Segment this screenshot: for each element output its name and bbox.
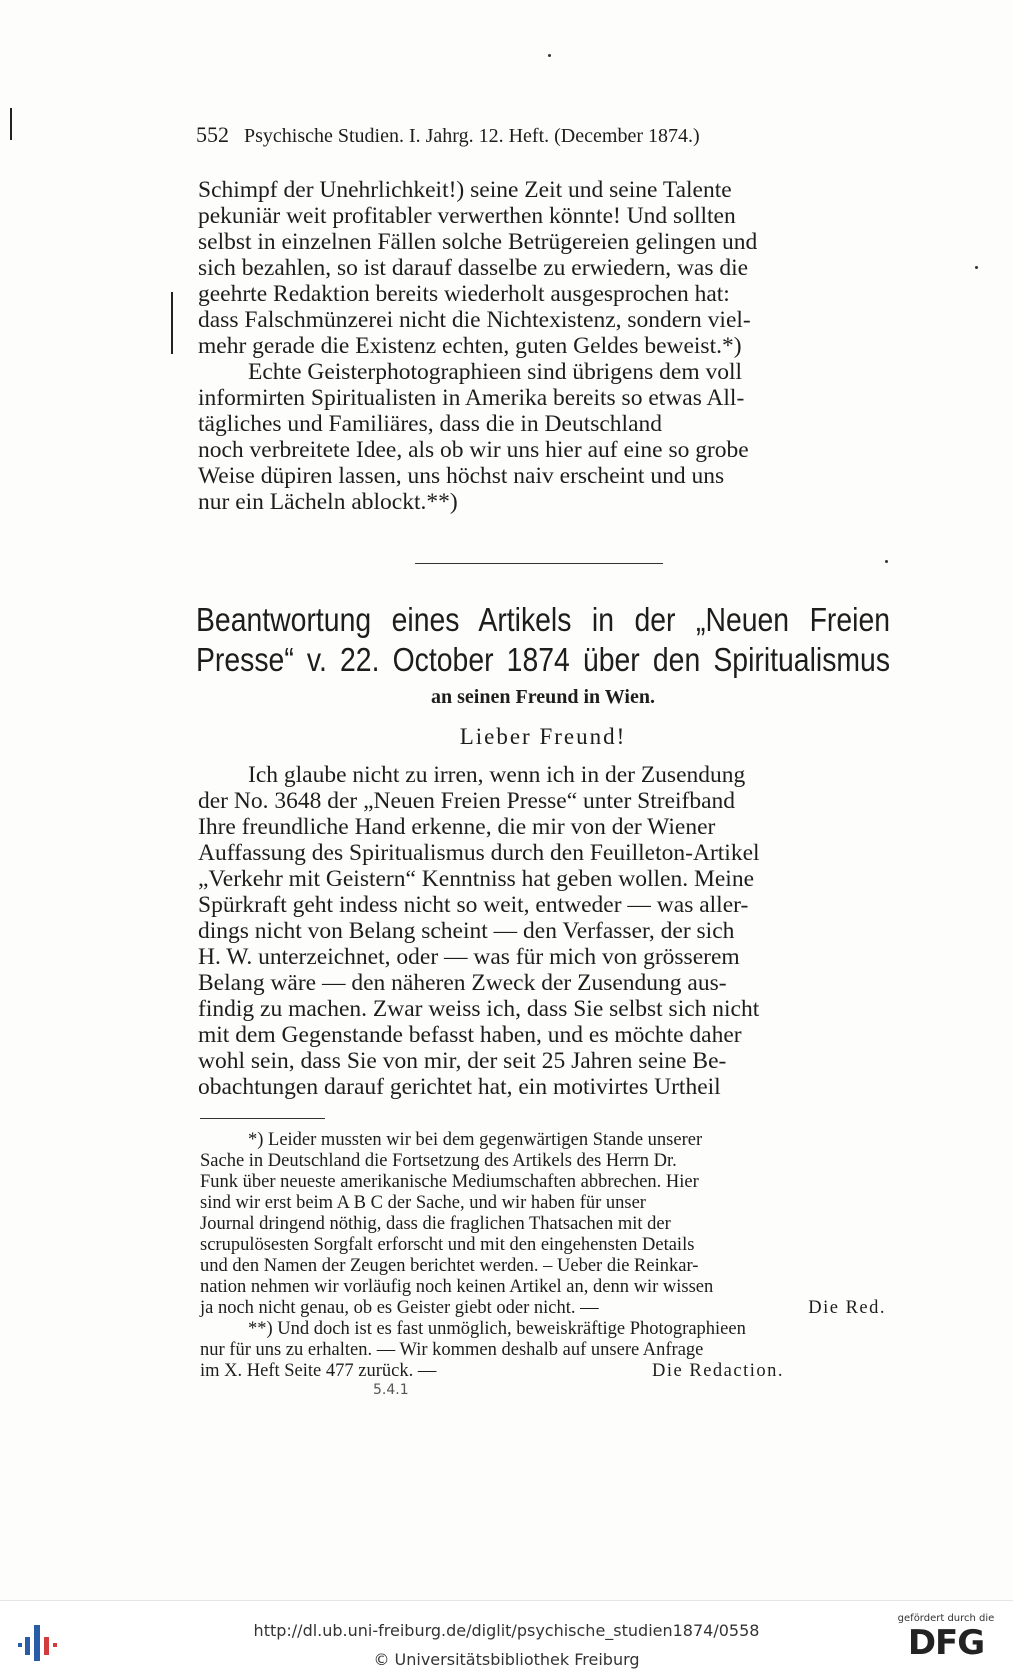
footnote-divider: [200, 1118, 325, 1119]
text-line: noch verbreitete Idee, als ob wir uns hier auf eine so grobe: [198, 437, 749, 463]
margin-mark-left: [10, 108, 12, 140]
sponsor-caption: gefördert durch die: [897, 1613, 995, 1624]
footnote-line: scrupulösesten Sorgfalt erforscht und mit den eingehensten Details: [200, 1235, 695, 1255]
footnote-line: und den Namen der Zeugen berichtet werden. – Ueber die Reinkar-: [200, 1256, 699, 1276]
article-title-line: Presse“ v. 22. October 1874 über den Spiritualismus: [196, 641, 891, 678]
text-line: dass Falschmünzerei nicht die Nichtexistenz, sondern viel-: [198, 307, 751, 333]
page-number: 552: [196, 122, 229, 147]
running-title: Psychische Studien. I. Jahrg. 12. Heft. (December 1874.): [244, 125, 700, 147]
text-line: informirten Spiritualisten in Amerika bereits so etwas All-: [198, 385, 745, 411]
footnote-line: sind wir erst beim A B C der Sache, und wir haben für unser: [200, 1193, 646, 1213]
text-line: Ihre freundliche Hand erkenne, die mir von der Wiener: [198, 814, 716, 840]
dfg-logo: [891, 1613, 1001, 1669]
text-line: Weise düpiren lassen, uns höchst naiv erscheint und uns: [198, 463, 725, 489]
text-line: Ich glaube nicht zu irren, wenn ich in der Zusendung: [248, 762, 746, 788]
text-line: Echte Geisterphotographieen sind übrigens dem voll: [248, 359, 743, 385]
text-line: obachtungen darauf gerichtet hat, ein motivirtes Urtheil: [198, 1074, 721, 1100]
footnote-line: Sache in Deutschland die Fortsetzung des Artikels des Herrn Dr.: [200, 1151, 677, 1171]
dfg-wordmark: DFG: [907, 1623, 985, 1663]
text-line: findig zu machen. Zwar weiss ich, dass Sie selbst sich nicht: [198, 996, 760, 1022]
text-line: Spürkraft geht indess nicht so weit, entweder — was aller-: [198, 892, 749, 918]
footnote-line: [200, 1298, 886, 1319]
footnote-line: nur für uns zu erhalten. — Wir kommen deshalb auf unsere Anfrage: [200, 1340, 704, 1360]
footnote-text: ja noch nicht genau, ob es Geister giebt oder nicht. —: [200, 1298, 599, 1318]
text-line: tägliches und Familiäres, dass die in Deutschland: [198, 411, 663, 437]
footnote-line: Journal dringend nöthig, dass die fraglichen Thatsachen mit der: [200, 1214, 671, 1234]
text-line: mehr gerade die Existenz echten, guten Geldes beweist.*): [198, 333, 742, 359]
scan-dot: [548, 54, 551, 57]
footnote-signature: Die Redaction.: [652, 1361, 784, 1381]
article-title-line: Beantwortung eines Artikels in der „Neuen Freien: [196, 601, 891, 638]
footnotes: [200, 1130, 886, 1382]
text-line: nur ein Lächeln ablockt.**): [198, 489, 458, 515]
salutation: Lieber Freund!: [459, 724, 627, 749]
article-subtitle: an seinen Freund in Wien.: [431, 686, 655, 708]
footnote-line: [200, 1361, 886, 1382]
footnote-signature: Die Red.: [808, 1298, 886, 1318]
text-line: Belang wäre — den näheren Zweck der Zusendung aus-: [198, 970, 727, 996]
text-line: selbst in einzelnen Fällen solche Betrügereien gelingen und: [198, 229, 758, 255]
handwritten-note: 5.4.1: [373, 1382, 409, 1398]
page-url[interactable]: http://dl.ub.uni-freiburg.de/diglit/psychische_studien1874/0558: [253, 1621, 760, 1640]
copyright-notice: © Universitätsbibliothek Freiburg: [373, 1650, 640, 1669]
running-header: [196, 122, 816, 148]
text-line: mit dem Gegenstande befasst haben, und es möchte daher: [198, 1022, 742, 1048]
article-title: [196, 600, 890, 680]
text-line: der No. 3648 der „Neuen Freien Presse“ unter Streifband: [198, 788, 736, 814]
text-line: „Verkehr mit Geistern“ Kenntniss hat geben wollen. Meine: [198, 866, 755, 892]
footnote-line: Funk über neueste amerikanische Mediumschaften abbrechen. Hier: [200, 1172, 699, 1192]
section-divider: [415, 563, 663, 564]
text-line: Auffassung des Spiritualismus durch den Feuilleton-Artikel: [198, 840, 760, 866]
viewer-footer: [0, 1600, 1013, 1678]
text-line: H. W. unterzeichnet, oder — was für mich von grösserem: [198, 944, 740, 970]
text-line: pekuniär weit profitabler verwerthen könnte! Und sollten: [198, 203, 736, 229]
continuation-paragraph: [198, 177, 886, 515]
margin-mark-bracket: [171, 292, 173, 354]
footnote-text: im X. Heft Seite 477 zurück. —: [200, 1361, 437, 1381]
text-line: Schimpf der Unehrlichkeit!) seine Zeit und seine Talente: [198, 177, 732, 203]
article-body: [198, 762, 886, 1100]
text-line: geehrte Redaktion bereits wiederholt ausgesprochen hat:: [198, 281, 730, 307]
footnote-line: *) Leider mussten wir bei dem gegenwärtigen Stande unserer: [248, 1130, 703, 1150]
scan-dot: [885, 560, 888, 563]
text-line: wohl sein, dass Sie von mir, der seit 25 Jahren seine Be-: [198, 1048, 727, 1074]
scan-dot: [975, 266, 978, 269]
footnote-line: nation nehmen wir vorläufig noch keinen Artikel an, denn wir wissen: [200, 1277, 714, 1297]
text-line: dings nicht von Belang scheint — den Verfasser, der sich: [198, 918, 735, 944]
text-line: sich bezahlen, so ist darauf dasselbe zu erwiedern, was die: [198, 255, 749, 281]
footnote-line: **) Und doch ist es fast unmöglich, beweiskräftige Photographieen: [248, 1319, 746, 1339]
